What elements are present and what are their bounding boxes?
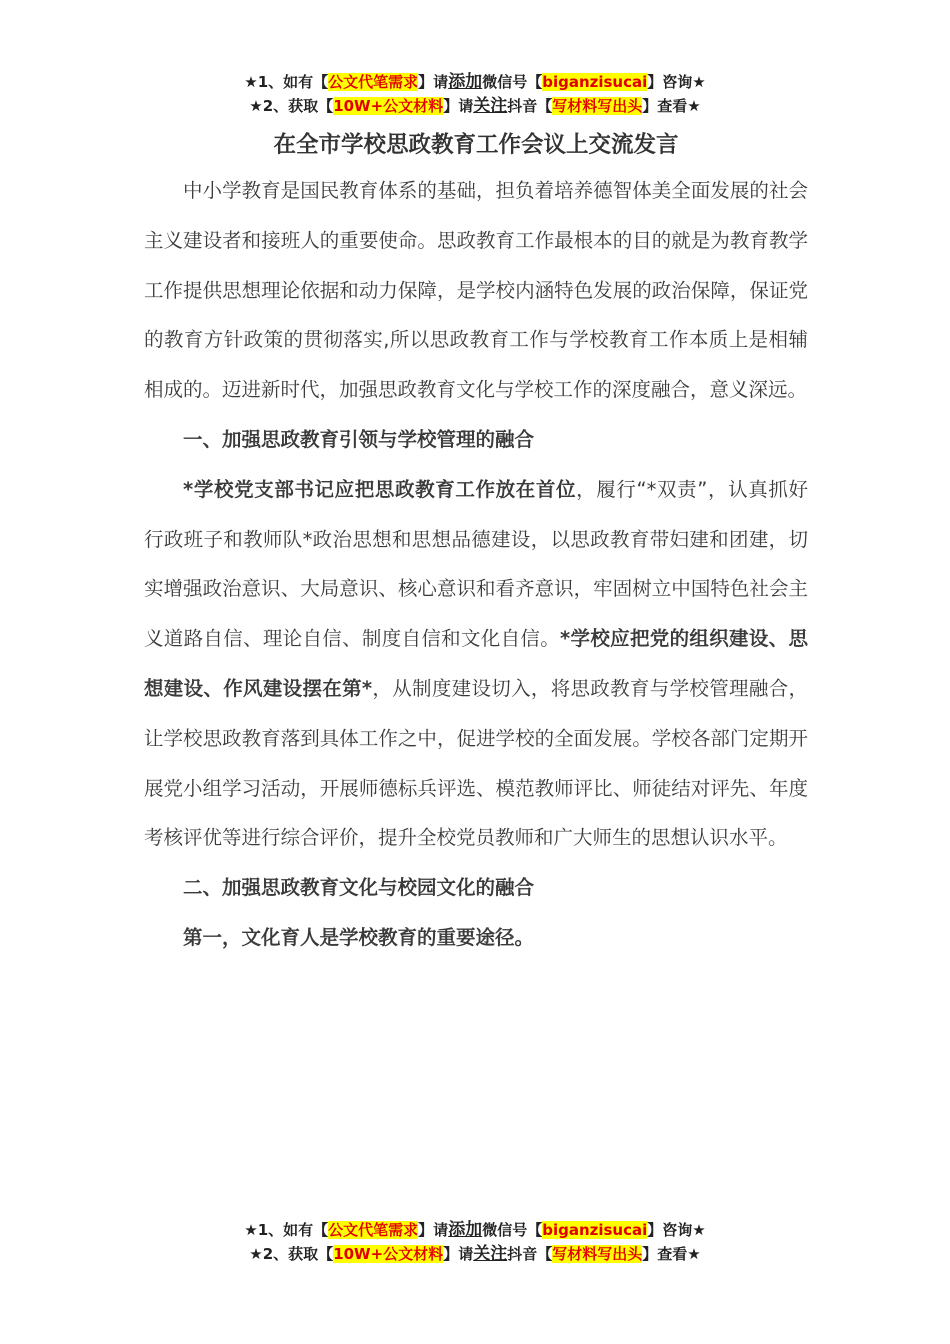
banner-douyin-name: 写材料写出头 xyxy=(552,1245,643,1263)
banner-highlight: 公文代笔需求 xyxy=(328,1221,419,1239)
banner-line-1 xyxy=(0,70,950,94)
banner-text: 】请 xyxy=(443,1245,474,1263)
banner-douyin-name: 写材料写出头 xyxy=(552,97,643,115)
document-body xyxy=(144,126,808,963)
paragraph-text: ，履行“*双责”，认真抓好行政班子和教师队*政治思想和思想品德建设，以思政教育带妇建和团建，切实增强政治意识、大局意识、核心意识和看齐意识，牢固树立中国特色社会主义道路自信、理论自信、制度自信和文化自信。 xyxy=(144,477,808,651)
banner-underlined: 添加 xyxy=(448,1220,483,1240)
bold-phrase: *学校应把党的组织建设、思想建设、作风建设摆在第* xyxy=(144,627,808,700)
banner-highlight: 10W+公文材料 xyxy=(333,97,444,115)
section-heading-2: 二、加强思政教育文化与校园文化的融合 xyxy=(183,876,535,900)
banner-underlined: 添加 xyxy=(448,72,483,92)
banner-text: 】咨询★ xyxy=(647,73,706,91)
banner-text: 抖音【 xyxy=(507,97,553,115)
banner-text: 】查看★ xyxy=(642,97,701,115)
banner-text: 微信号【 xyxy=(482,1221,543,1239)
banner-text: ★2、获取【 xyxy=(249,97,334,115)
banner-wechat-id: biganzisucai xyxy=(542,1221,648,1239)
paragraph-intro: 中小学教育是国民教育体系的基础，担负着培养德智体美全面发展的社会主义建设者和接班人的重要使命。思政教育工作最根本的目的就是为教育教学工作提供思想理论依据和动力保障，是学校内涵特色发展的政治保障，保证党的教育方针政策的贯彻落实,所以思政教育工作与学校教育工作本质上是相辅相成的。迈进新时代，加强思政教育文化与学校工作的深度融合，意义深远。 xyxy=(144,179,808,402)
banner-highlight: 公文代笔需求 xyxy=(328,73,419,91)
section-heading-1: 一、加强思政教育引领与学校管理的融合 xyxy=(183,427,535,451)
banner-wechat-id: biganzisucai xyxy=(542,73,648,91)
banner-highlight: 10W+公文材料 xyxy=(333,1245,444,1263)
banner-underlined: 关注 xyxy=(473,96,508,116)
banner-line-2 xyxy=(0,1242,950,1266)
banner-text: 】查看★ xyxy=(642,1245,701,1263)
banner-text: 】咨询★ xyxy=(647,1221,706,1239)
banner-line-2 xyxy=(0,94,950,118)
banner-text: ★1、如有【 xyxy=(244,1221,329,1239)
banner-text: 微信号【 xyxy=(482,73,543,91)
banner-text: 】请 xyxy=(443,97,474,115)
banner-text: 】请 xyxy=(418,1221,449,1239)
banner-line-1 xyxy=(0,1218,950,1242)
paragraph-text: ，从制度建设切入，将思政教育与学校管理融合，让学校思政教育落到具体工作之中，促进学校的全面发展。学校各部门定期开展党小组学习活动，开展师德标兵评选、模范教师评比、师徒结对评先、年度考核评优等进行综合评价，提升全校党员教师和广大师生的思想认识水平。 xyxy=(144,676,808,850)
subheading-1: 第一，文化育人是学校教育的重要途径。 xyxy=(183,925,535,949)
paragraph-section-1 xyxy=(144,465,808,863)
bold-phrase: *学校党支部书记应把思政教育工作放在首位 xyxy=(183,477,577,501)
footer-banner xyxy=(0,1218,950,1266)
header-banner xyxy=(0,70,950,118)
banner-text: 】请 xyxy=(418,73,449,91)
banner-text: 抖音【 xyxy=(507,1245,553,1263)
banner-underlined: 关注 xyxy=(473,1244,508,1264)
banner-text: ★1、如有【 xyxy=(244,73,329,91)
banner-text: ★2、获取【 xyxy=(249,1245,334,1263)
document-title: 在全市学校思政教育工作会议上交流发言 xyxy=(273,132,679,158)
